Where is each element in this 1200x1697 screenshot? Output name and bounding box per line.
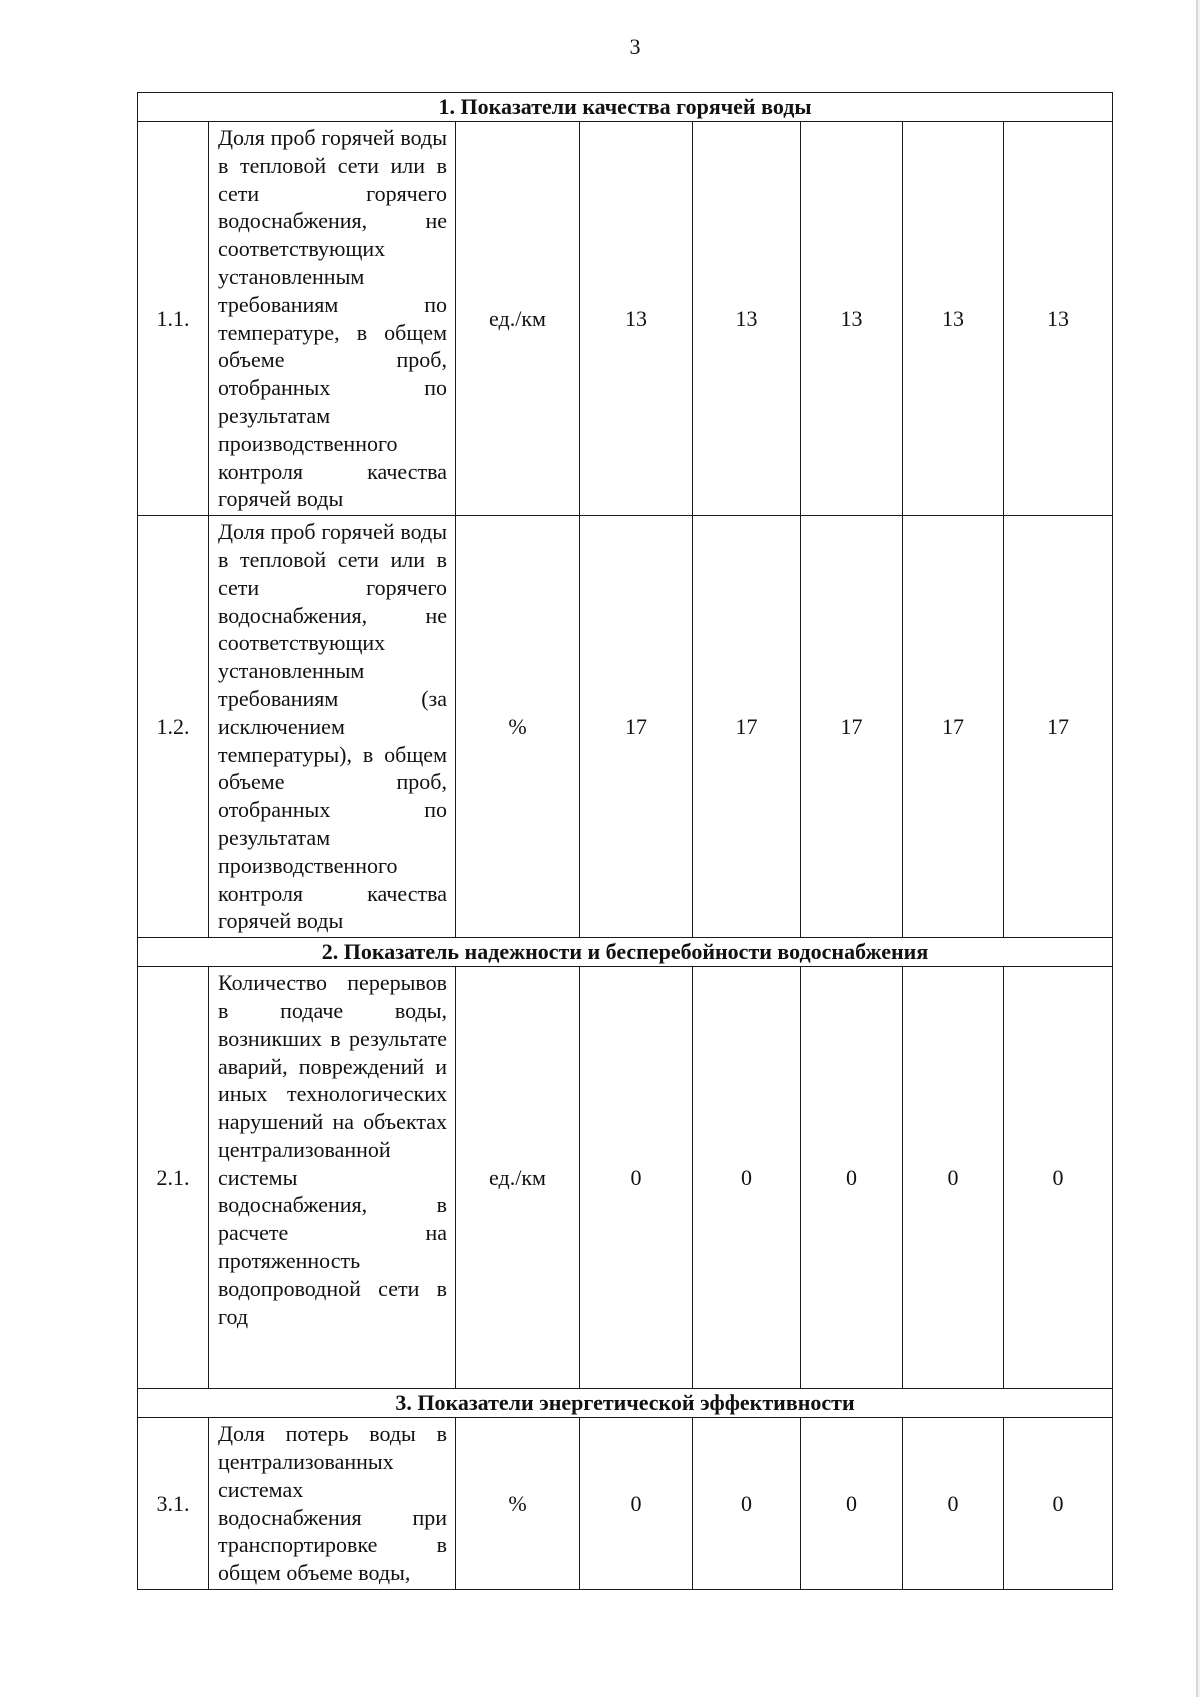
section-title: 1. Показатели качества горячей воды xyxy=(138,93,1113,122)
row-value: 0 xyxy=(903,967,1004,1389)
row-description: Количество перерывов в подаче воды, возникших в результате аварий, повреждений и иных технологических нарушений на объектах централизованной системы водоснабжения, в расчете на протяженность водопроводной сети в год xyxy=(209,967,456,1389)
row-value: 17 xyxy=(693,516,801,938)
row-value: 17 xyxy=(801,516,903,938)
row-number: 1.1. xyxy=(138,122,209,516)
row-number: 1.2. xyxy=(138,516,209,938)
row-value: 13 xyxy=(1004,122,1113,516)
section-header-row xyxy=(138,93,1113,122)
row-value: 0 xyxy=(801,1418,903,1590)
indicators-table xyxy=(137,92,1113,1590)
row-description: Доля проб горячей воды в тепловой сети или в сети горячего водоснабжения, не соответствующих установленным требованиям по температуре, в общем объеме проб, отобранных по результатам производственного контроля качества горячей воды xyxy=(209,122,456,516)
row-number: 2.1. xyxy=(138,967,209,1389)
row-value: 13 xyxy=(693,122,801,516)
row-value: 13 xyxy=(903,122,1004,516)
section-title: 2. Показатель надежности и бесперебойности водоснабжения xyxy=(138,938,1113,967)
row-number: 3.1. xyxy=(138,1418,209,1590)
row-value: 0 xyxy=(693,1418,801,1590)
row-value: 0 xyxy=(1004,1418,1113,1590)
row-value: 13 xyxy=(801,122,903,516)
page-number: 3 xyxy=(629,34,641,59)
row-value: 17 xyxy=(903,516,1004,938)
row-unit: % xyxy=(456,1418,580,1590)
row-description: Доля проб горячей воды в тепловой сети или в сети горячего водоснабжения, не соответствующих установленным требованиям (за исключением температуры), в общем объеме проб, отобранных по результатам производственного контроля качества горячей воды xyxy=(209,516,456,938)
row-value: 0 xyxy=(903,1418,1004,1590)
table-row xyxy=(138,1418,1113,1590)
row-value: 17 xyxy=(580,516,693,938)
row-value: 13 xyxy=(580,122,693,516)
row-unit: % xyxy=(456,516,580,938)
row-value: 0 xyxy=(580,1418,693,1590)
table-row xyxy=(138,516,1113,938)
section-header-row xyxy=(138,938,1113,967)
row-value: 17 xyxy=(1004,516,1113,938)
section-header-row xyxy=(138,1389,1113,1418)
row-unit: ед./км xyxy=(456,967,580,1389)
row-value: 0 xyxy=(801,967,903,1389)
row-value: 0 xyxy=(693,967,801,1389)
row-unit: ед./км xyxy=(456,122,580,516)
row-description: Доля потерь воды в централизованных системах водоснабжения при транспортировке в общем объеме воды, xyxy=(209,1418,456,1590)
table-row xyxy=(138,122,1113,516)
row-value: 0 xyxy=(580,967,693,1389)
row-value: 0 xyxy=(1004,967,1113,1389)
section-title: 3. Показатели энергетической эффективности xyxy=(138,1389,1113,1418)
table-row xyxy=(138,967,1113,1389)
